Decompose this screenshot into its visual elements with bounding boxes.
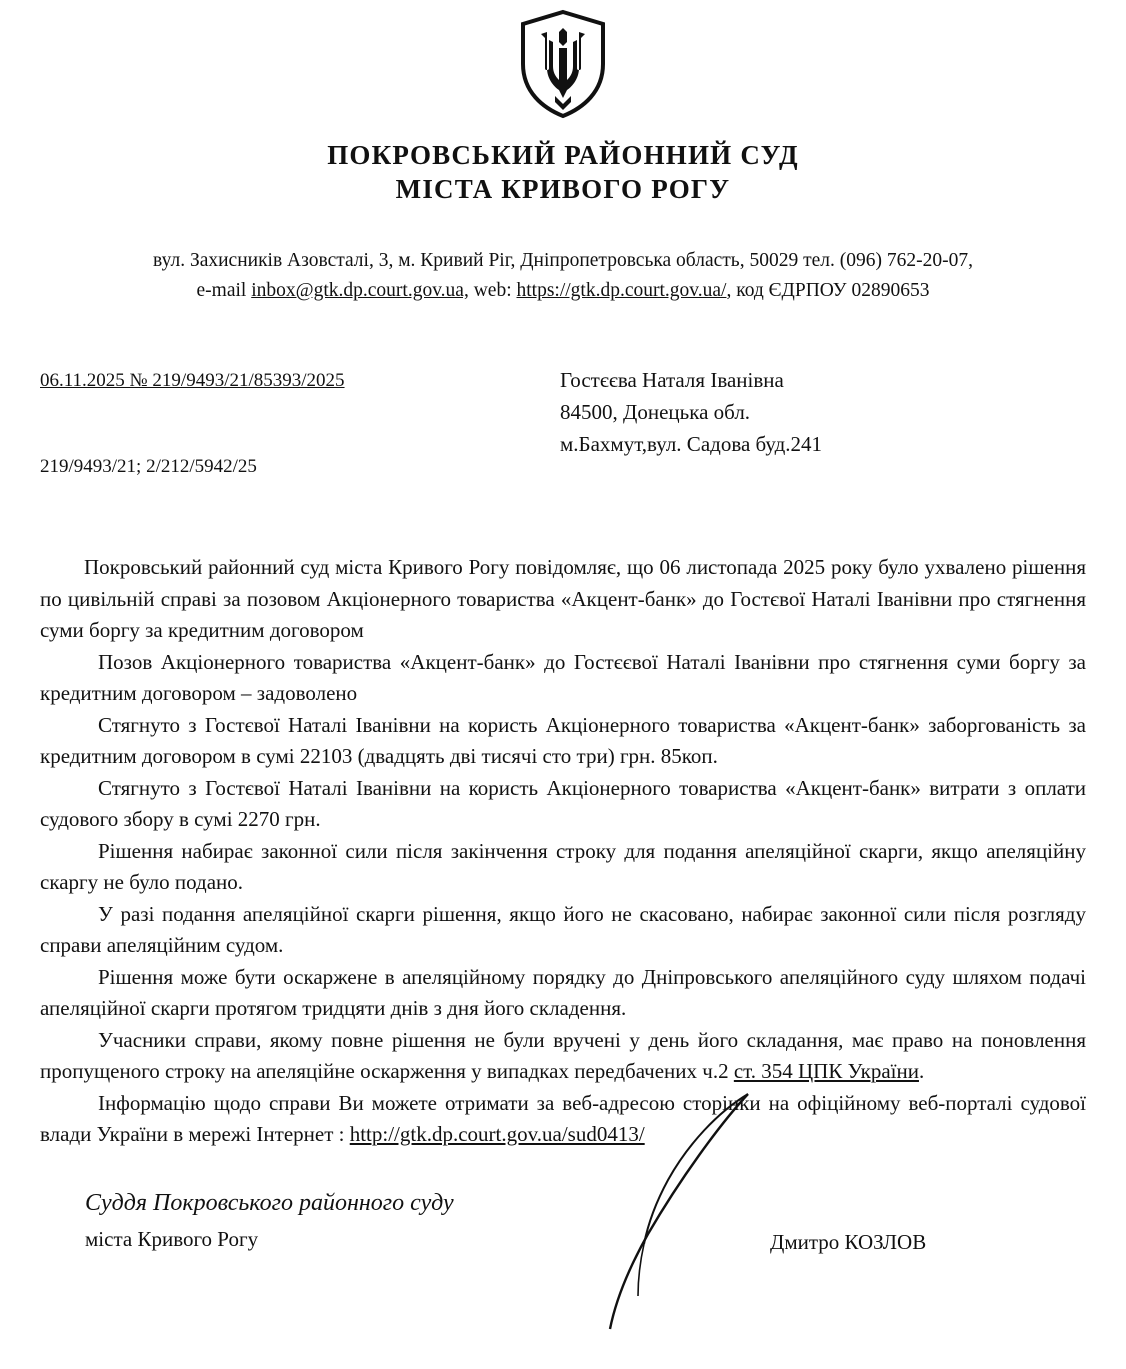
addressee-address: м.Бахмут,вул. Садова буд.241: [560, 432, 823, 456]
signature-area: [0, 1099, 1126, 1339]
body-paragraph-8-text: Учасники справи, якому повне рішення не були вручені у день його складання, має право на поновлення пропущеного строку на апеляційне оскарження у випадках передбачених ч.2: [40, 1027, 1086, 1083]
court-contact-line2: [40, 276, 1086, 306]
case-info-link[interactable]: http://gtk.dp.court.gov.ua/sud0413/: [349, 1122, 645, 1146]
body-paragraph-8-end: .: [918, 1059, 925, 1083]
ukraine-trident-coat-of-arms-icon: [515, 8, 611, 120]
body-paragraph-3: Стягнуто з Гостєвої Наталі Іванівни на користь Акціонерного товариства «Акцент-банк» заборгованість за кредитним договором в сумі 22103 (двадцять дві тисячі сто три) грн. 85коп.: [40, 712, 1086, 768]
website-link[interactable]: https://gtk.dp.court.gov.ua/: [516, 280, 727, 301]
outgoing-number: 06.11.2025 № 219/9493/21/85393/2025: [40, 370, 345, 391]
body-paragraph-8: [40, 1025, 1086, 1088]
case-numbers: 219/9493/21; 2/212/5942/25: [40, 456, 257, 477]
body-paragraph-6: У разі подання апеляційної скарги рішення, якщо його не скасовано, набирає законної сили після розгляду справи апеляційним судом.: [40, 901, 1086, 957]
court-address-line: вул. Захисників Азовсталі, 3, м. Кривий Ріг, Дніпропетровська область, 50029 тел. (096) 762-20-07,: [153, 250, 973, 271]
body-paragraph-1: Покровський районний суд міста Кривого Рогу повідомляє, що 06 листопада 2025 року було ухвалено рішення по цивільній справі за позовом Акціонерного товариства «Акцент-банк» до Гостєвої Наталі Іванівни про стягнення суми боргу за кредитним договором: [40, 555, 1086, 642]
court-title: [40, 138, 1086, 206]
signer-name: Дмитро КОЗЛОВ: [770, 1230, 927, 1254]
email-label: e-mail: [196, 280, 252, 301]
court-title-line1: ПОКРОВСЬКИЙ РАЙОННИЙ СУД: [327, 140, 799, 170]
email-link[interactable]: inbox@gtk.dp.court.gov.ua,: [251, 280, 469, 301]
body-paragraph-9-text: Інформацію щодо справи Ви можете отримати за веб-адресою сторінки на офіційному веб-порталі судової влади України в мережі Інтернет :: [40, 1090, 1086, 1146]
handwritten-signature-icon: [520, 1084, 820, 1334]
document-body: [40, 552, 1086, 1151]
signer-title-line2: міста Кривого Рогу: [85, 1227, 259, 1251]
signer-title-line1: Суддя Покровського районного суду: [85, 1190, 454, 1216]
addressee-block: [560, 364, 822, 460]
body-paragraph-2: Позов Акціонерного товариства «Акцент-банк» до Гостєєвої Наталі Іванівни про стягнення суми боргу за кредитним договором – задоволено: [40, 649, 1086, 705]
web-label: web:: [468, 280, 517, 301]
addressee-postal: 84500, Донецька обл.: [560, 400, 751, 424]
edrpou-code: , код ЄДРПОУ 02890653: [726, 280, 930, 301]
body-paragraph-4: Стягнуто з Гостєвої Наталі Іванівни на користь Акціонерного товариства «Акцент-банк» витрати з оплати судового збору в сумі 2270 грн.: [40, 775, 1086, 831]
addressee-name: Гостєєва Наталя Іванівна: [560, 368, 784, 392]
signer-title: [85, 1185, 454, 1257]
body-paragraph-5: Рішення набирає законної сили після закінчення строку для подання апеляційної скарги, якщо апеляційну скаргу не було подано.: [40, 838, 1086, 894]
court-contacts: [40, 246, 1086, 306]
emblem-container: [40, 0, 1086, 120]
court-title-line2: МІСТА КРИВОГО РОГУ: [395, 174, 731, 204]
law-reference: ст. 354 ЦПК України: [733, 1059, 919, 1083]
body-paragraph-7: Рішення може бути оскаржене в апеляційному порядку до Дніпровського апеляційного суду шляхом подачі апеляційної скарги протягом тридцяти днів з дня його складення.: [40, 964, 1086, 1020]
reference-row: [40, 368, 1086, 477]
